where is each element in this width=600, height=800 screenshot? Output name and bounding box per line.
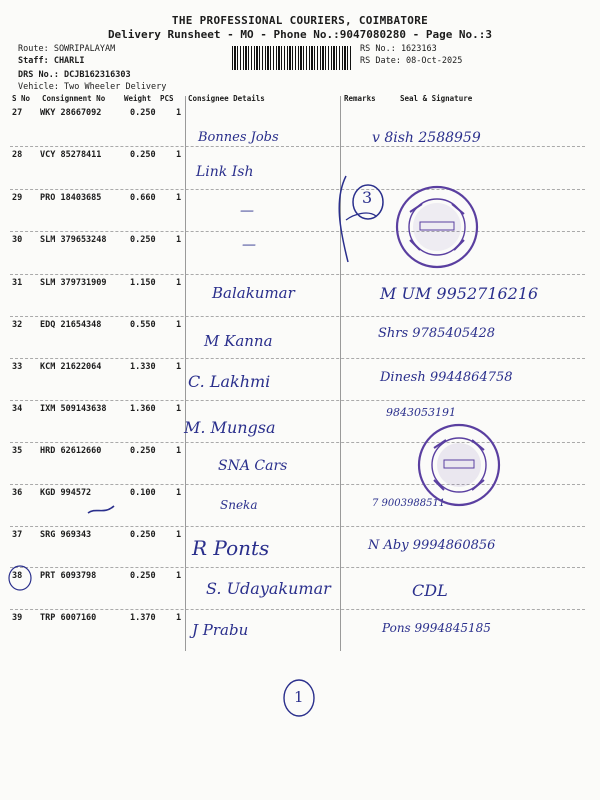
consignment-number: PRO 18403685	[40, 193, 102, 203]
column-header-remarks: Remarks	[344, 94, 376, 103]
weight-value: 1.360	[130, 404, 156, 414]
pieces-count: 1	[176, 150, 182, 160]
receiver-signature: 9843053191	[386, 406, 456, 419]
consignee-handwritten-name: —	[240, 203, 254, 219]
weight-value: 0.660	[130, 193, 156, 203]
table-row	[0, 362, 600, 402]
pieces-count: 1	[176, 571, 182, 581]
weight-value: 0.250	[130, 150, 156, 160]
consignment-number: EDQ 21654348	[40, 320, 102, 330]
consignee-handwritten-name: M Kanna	[204, 332, 273, 350]
weight-value: 0.250	[130, 446, 156, 456]
consignee-handwritten-name: J Prabu	[192, 621, 249, 639]
table-row	[0, 235, 600, 275]
receiver-signature: N Aby 9994860856	[368, 538, 496, 553]
table-row	[0, 193, 600, 233]
serial-number: 34	[12, 404, 23, 414]
rs-number: RS No.: 1623163	[360, 44, 437, 54]
consignee-handwritten-name: Sneka	[220, 498, 258, 512]
pieces-count: 1	[176, 278, 182, 288]
serial-number: 32	[12, 320, 23, 330]
column-header-seal: Seal & Signature	[400, 94, 473, 103]
consignee-handwritten-name: C. Lakhmi	[188, 372, 271, 391]
consignment-number: KGD 994572	[40, 488, 92, 498]
ink-scribble	[86, 503, 116, 517]
serial-number: 36	[12, 488, 23, 498]
consignment-number: HRD 62612660	[40, 446, 102, 456]
receiver-signature: Shrs 9785405428	[378, 326, 496, 341]
column-header-consignment: Consignment No	[42, 94, 106, 103]
table-row	[0, 320, 600, 360]
row-circle-mark	[5, 563, 35, 593]
consignment-number: PRT 6093798	[40, 571, 97, 581]
drs-number: DRS No.: DCJB162316303	[18, 70, 131, 80]
route-info: Route: SOWRIPALAYAM	[18, 44, 116, 54]
serial-number: 39	[12, 613, 23, 623]
consignment-number: SRG 969343	[40, 530, 92, 540]
consignee-handwritten-name: S. Udayakumar	[206, 579, 331, 598]
consignment-number: WKY 28667092	[40, 108, 102, 118]
staff-info: Staff: CHARLI	[18, 56, 85, 66]
pieces-count: 1	[176, 530, 182, 540]
receiver-signature: M UM 9952716216	[380, 284, 539, 303]
table-row	[0, 530, 600, 570]
serial-number: 27	[12, 108, 23, 118]
consignee-handwritten-name: SNA Cars	[218, 458, 288, 474]
receiver-signature: v 8ish 2588959	[372, 130, 481, 146]
table-row	[0, 613, 600, 653]
receiver-signature: 7 9003988511	[372, 498, 446, 509]
table-row	[0, 278, 600, 318]
serial-number: 38	[12, 571, 23, 581]
pieces-count: 1	[176, 362, 182, 372]
serial-number: 28	[12, 150, 23, 160]
consignee-handwritten-name: Bonnes Jobs	[198, 130, 279, 145]
column-header-sno: S No	[12, 94, 31, 103]
vehicle-info: Vehicle: Two Wheeler Delivery	[18, 82, 167, 92]
table-row	[0, 108, 600, 148]
company-name: THE PROFESSIONAL COURIERS, COIMBATORE	[171, 14, 429, 27]
weight-value: 0.550	[130, 320, 156, 330]
consignee-handwritten-name: Balakumar	[212, 284, 295, 302]
table-row	[0, 571, 600, 611]
table-row	[0, 446, 600, 486]
rs-date: RS Date: 08-Oct-2025	[360, 56, 463, 66]
serial-number: 30	[12, 235, 23, 245]
serial-number: 35	[12, 446, 23, 456]
handwritten-bracket-mark	[328, 170, 398, 270]
receiver-signature: Dinesh 9944864758	[380, 370, 513, 385]
pieces-count: 1	[176, 404, 182, 414]
pieces-count: 1	[176, 446, 182, 456]
serial-number: 29	[12, 193, 23, 203]
weight-value: 0.250	[130, 530, 156, 540]
column-header-details: Consignee Details	[188, 94, 265, 103]
weight-value: 1.330	[130, 362, 156, 372]
receiver-signature: CDL	[412, 581, 448, 600]
weight-value: 0.250	[130, 571, 156, 581]
table-row	[0, 404, 600, 444]
company-stamp-top	[392, 182, 482, 272]
pieces-count: 1	[176, 108, 182, 118]
serial-number: 33	[12, 362, 23, 372]
consignee-handwritten-name: Link Ish	[196, 164, 254, 180]
consignment-number: IXM 509143638	[40, 404, 107, 414]
barcode-image	[232, 46, 352, 70]
circled-number: 3	[362, 188, 373, 207]
pieces-count: 1	[176, 613, 182, 623]
pieces-count: 1	[176, 488, 182, 498]
pieces-count: 1	[176, 320, 182, 330]
weight-value: 0.250	[130, 108, 156, 118]
consignee-handwritten-name: —	[242, 237, 256, 253]
consignee-handwritten-name: M. Mungsa	[184, 418, 276, 437]
receiver-signature: Pons 9994845185	[382, 621, 491, 635]
consignment-number: SLM 379653248	[40, 235, 107, 245]
serial-number: 37	[12, 530, 23, 540]
company-stamp-bottom	[414, 420, 504, 510]
pieces-count: 1	[176, 235, 182, 245]
consignment-number: SLM 379731909	[40, 278, 107, 288]
runsheet-title: Delivery Runsheet - MO - Phone No.:9047080280 - Page No.:3	[107, 28, 493, 41]
consignment-number: TRP 6007160	[40, 613, 97, 623]
consignee-handwritten-name: R Ponts	[192, 536, 270, 560]
weight-value: 0.100	[130, 488, 156, 498]
pieces-count: 1	[176, 193, 182, 203]
consignment-number: KCM 21622064	[40, 362, 102, 372]
table-row	[0, 150, 600, 190]
page-mark-number: 1	[294, 688, 304, 706]
consignment-number: VCY 85278411	[40, 150, 102, 160]
column-header-pcs: PCS	[160, 94, 174, 103]
serial-number: 31	[12, 278, 23, 288]
column-header-weight: Weight	[124, 94, 152, 103]
weight-value: 1.150	[130, 278, 156, 288]
weight-value: 0.250	[130, 235, 156, 245]
weight-value: 1.370	[130, 613, 156, 623]
